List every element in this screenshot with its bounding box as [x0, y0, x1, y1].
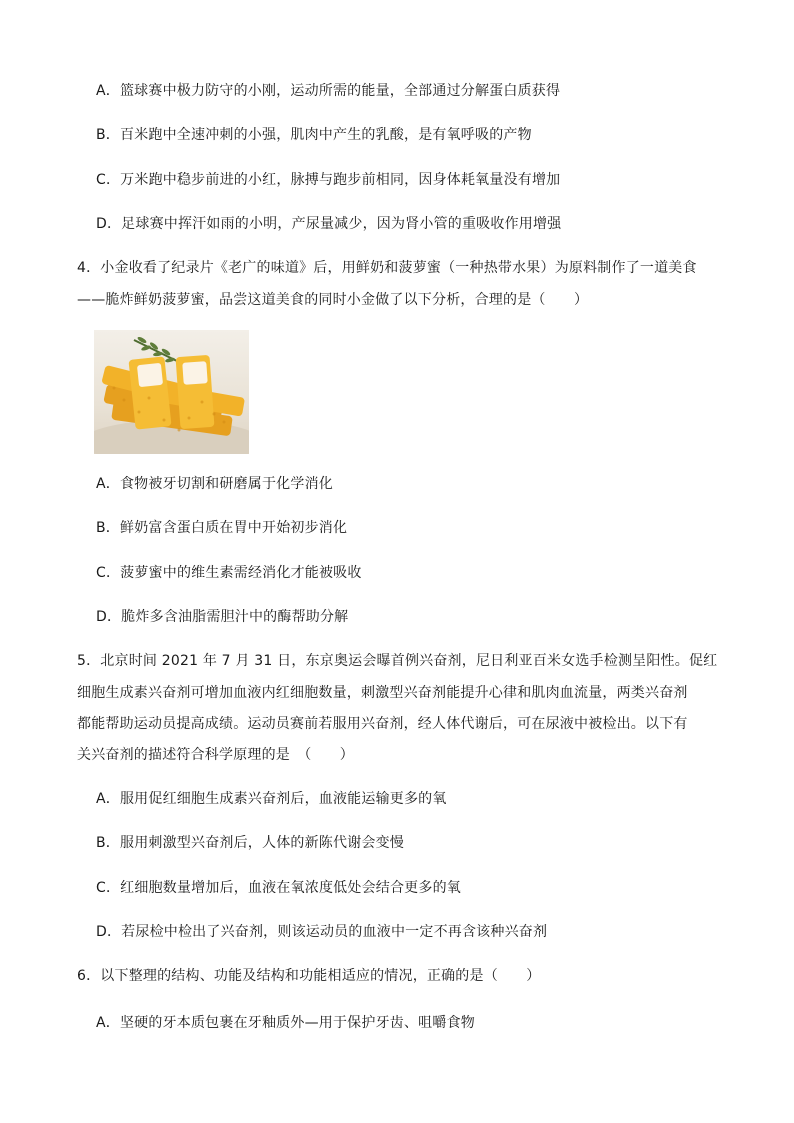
fried-milk-jackfruit-photo	[94, 330, 249, 454]
q4-option-b: B．鲜奶富含蛋白质在胃中开始初步消化	[96, 520, 348, 536]
q5-option-a: A．服用促红细胞生成素兴奋剂后，血液能运输更多的氧	[96, 791, 447, 807]
q4-stem-line-1: 4．小金收看了纪录片《老广的味道》后，用鲜奶和菠萝蜜（一种热带水果）为原料制作了一道美食	[77, 260, 697, 276]
q5-stem-line-3: 都能帮助运动员提高成绩。运动员赛前若服用兴奋剂，经人体代谢后，可在尿液中被检出。以下有	[77, 716, 688, 732]
q4-stem-line-2: ——脆炸鲜奶菠萝蜜，品尝这道美食的同时小金做了以下分析，合理的是（ ）	[77, 292, 589, 308]
q3-option-b: B．百米跑中全速冲刺的小强，肌肉中产生的乳酸，是有氧呼吸的产物	[96, 127, 532, 143]
fried-milk-jackfruit-illustration	[94, 330, 249, 454]
q3-option-c: C．万米跑中稳步前进的小红，脉搏与跑步前相同，因身体耗氧量没有增加	[96, 172, 561, 188]
q4-option-c: C．菠萝蜜中的维生素需经消化才能被吸收	[96, 565, 362, 581]
q6-stem-line-1: 6．以下整理的结构、功能及结构和功能相适应的情况，正确的是（ ）	[77, 968, 541, 984]
q5-option-c: C．红细胞数量增加后，血液在氧浓度低处会结合更多的氧	[96, 880, 461, 896]
q3-option-d: D．足球赛中挥汗如雨的小明，产尿量减少，因为肾小管的重吸收作用增强	[96, 216, 562, 232]
q5-option-d: D．若尿检中检出了兴奋剂，则该运动员的血液中一定不再含该种兴奋剂	[96, 924, 548, 940]
q6-option-a: A．坚硬的牙本质包裹在牙釉质外—用于保护牙齿、咀嚼食物	[96, 1015, 475, 1031]
q5-stem-line-1: 5．北京时间 2021 年 7 月 31 日，东京奥运会曝首例兴奋剂，尼日利亚百米女选手检测呈阳性。促红	[77, 653, 718, 669]
q3-option-a: A．篮球赛中极力防守的小刚，运动所需的能量，全部通过分解蛋白质获得	[96, 83, 561, 99]
q5-option-b: B．服用刺激型兴奋剂后，人体的新陈代谢会变慢	[96, 835, 405, 851]
q5-stem-line-4: 关兴奋剂的描述符合科学原理的是 （ ）	[77, 747, 354, 763]
q4-option-d: D．脆炸多含油脂需胆汁中的酶帮助分解	[96, 609, 349, 625]
q4-option-a: A．食物被牙切割和研磨属于化学消化	[96, 476, 333, 492]
q5-stem-line-2: 细胞生成素兴奋剂可增加血液内红细胞数量，刺激型兴奋剂能提升心律和肌肉血流量，两类兴奋剂	[77, 685, 688, 701]
